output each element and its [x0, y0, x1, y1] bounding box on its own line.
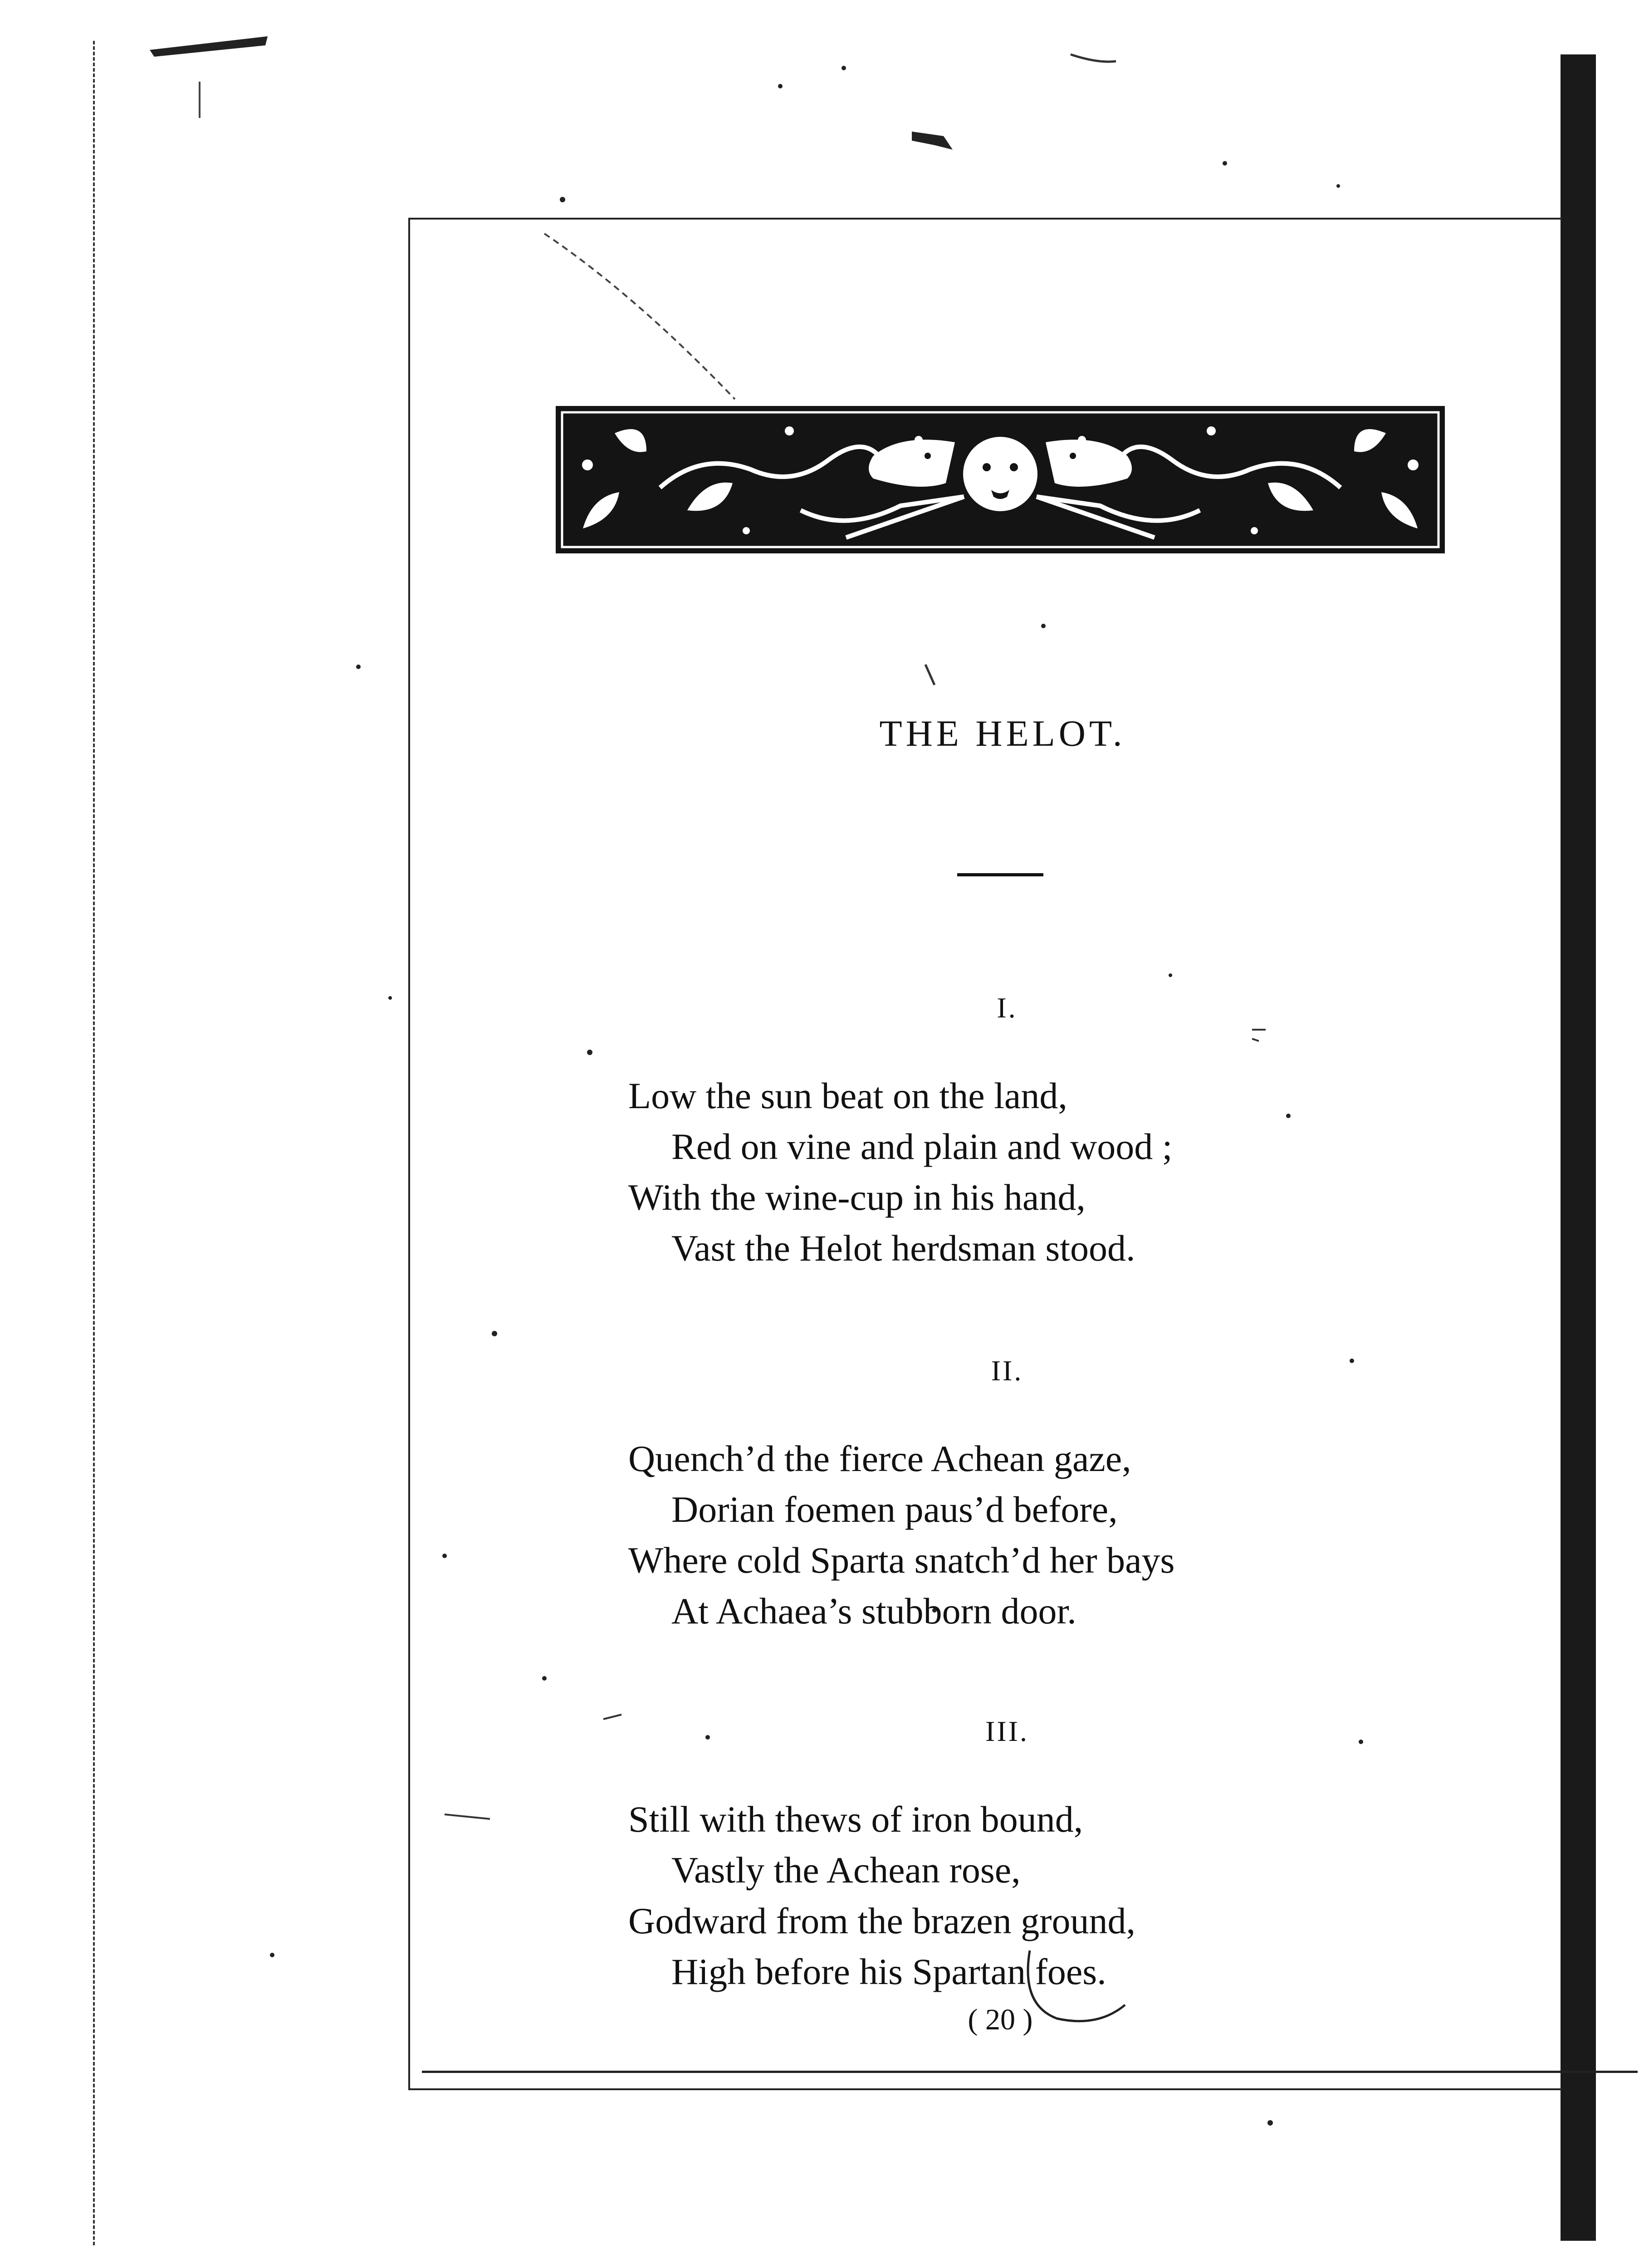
verse-line: Godward from the brazen ground,: [628, 1900, 1136, 1941]
verse-line: Dorian foemen paus’d before,: [671, 1489, 1118, 1530]
stanza: [628, 1794, 1354, 1997]
verse-line: Red on vine and plain and wood ;: [671, 1126, 1173, 1167]
book-spine-shadow: [1561, 54, 1596, 2241]
poem-title: THE HELOT.: [879, 713, 1126, 754]
stanza-number: I.: [997, 992, 1018, 1024]
verse-line: High before his Spartan foes.: [671, 1951, 1106, 1992]
verse-line: Where cold Sparta snatch’d her bays: [628, 1540, 1175, 1581]
stanza: [628, 1070, 1354, 1274]
stanza-number: III.: [985, 1715, 1029, 1747]
bottom-rule: [422, 2071, 1638, 2073]
headpiece-ornament: [556, 406, 1445, 553]
binding-edge: [93, 41, 98, 2245]
stanza-number: II.: [991, 1354, 1023, 1387]
stanza: [628, 1433, 1354, 1637]
page-number: ( 20 ): [968, 2003, 1033, 2036]
verse-line: Vastly the Achean rose,: [671, 1849, 1021, 1891]
verse-line: Low the sun beat on the land,: [628, 1075, 1067, 1116]
verse-line: At Achaea’s stubborn door.: [671, 1590, 1076, 1632]
title-rule: [957, 873, 1043, 876]
verse-line: Still with thews of iron bound,: [628, 1799, 1083, 1840]
verse-line: With the wine-cup in his hand,: [628, 1177, 1086, 1218]
verse-line: Quench’d the fierce Achean gaze,: [628, 1438, 1131, 1479]
verse-line: Vast the Helot herdsman stood.: [671, 1227, 1135, 1269]
